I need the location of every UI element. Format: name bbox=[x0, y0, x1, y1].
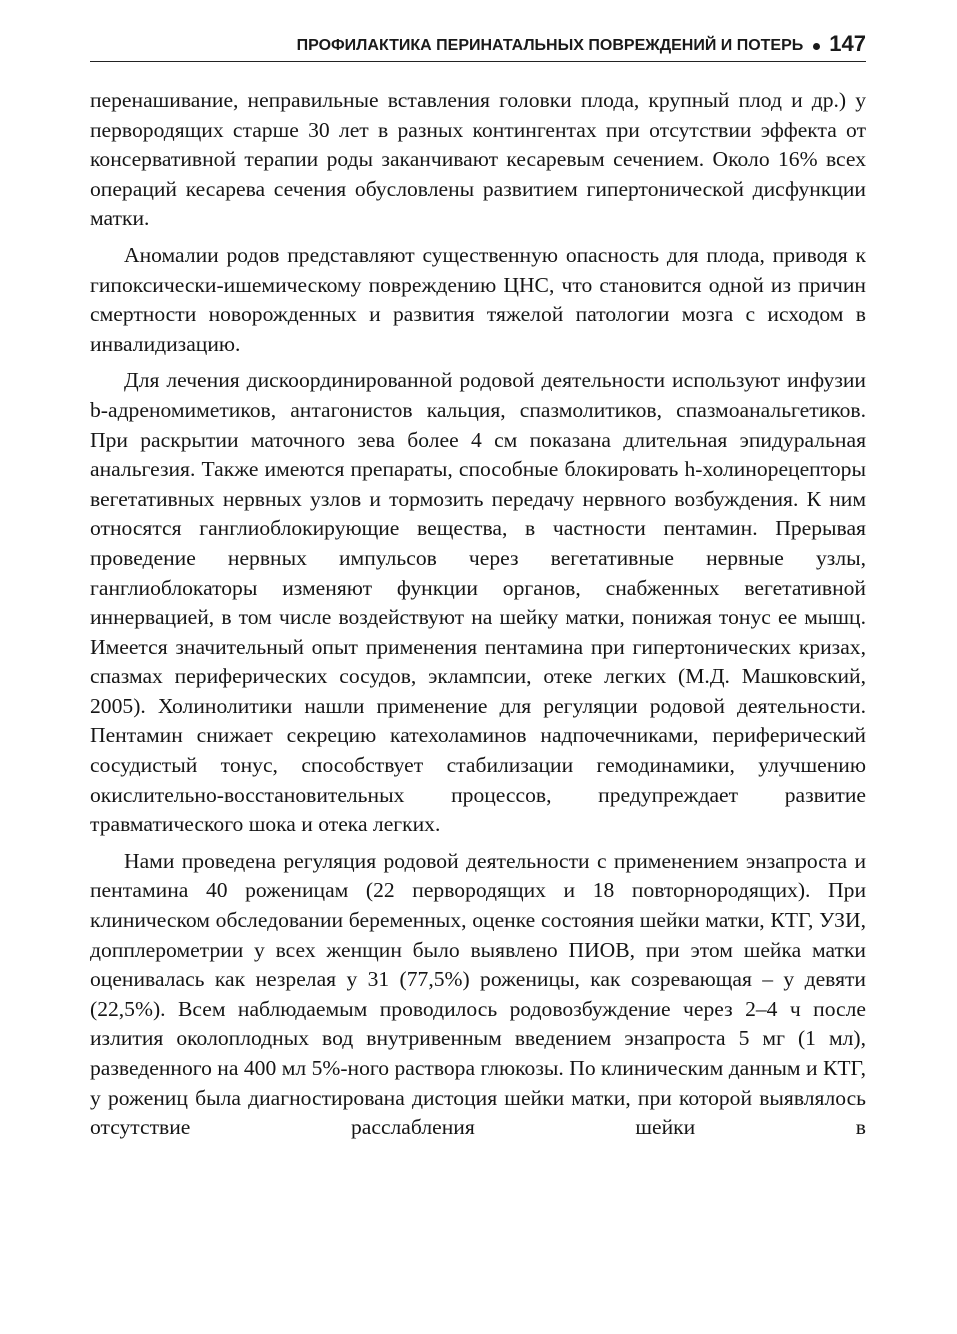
page-number: 147 bbox=[829, 31, 866, 56]
body-text bbox=[90, 86, 866, 1150]
running-header bbox=[90, 28, 866, 62]
paragraph-study: Нами проведена регуляция родовой деятельности с применением энзапроста и пентамина 40 роженицам (22 первородящих и 18 повторнородящих). При клиническом обследовании беременных, оценке состояния шейки матки, КТГ, УЗИ, допплерометрии у всех женщин было выявлено ПИОВ, при этом шейка матки оценивалась как незрелая у 31 (77,5%) роженицы, как созревающая – у девяти (22,5%). Всем наблюдаемым проводилось родовозбуждение через 2–4 ч после излития околоплодных вод внутривенным введением энзапроста 5 мг (1 мл), разведенного на 400 мл 5%-ного раствора глюкозы. По клиническим данным и КТГ, у рожениц была диагностирована дистоция шейки матки, при которой выявлялось отсутствие расслабления шейки в bbox=[90, 848, 866, 1140]
paragraph-treatment: Для лечения дискоординированной родовой деятельности используют инфузии b-адреномиметиков, антагонистов кальция, спазмолитиков, спазмоанальгетиков. При раскрытии маточного зева более 4 см показана длительная эпидуральная анальгезия. Также имеются препараты, способные блокировать h-холинорецепторы вегетативных нервных узлов и тормозить передачу нервного возбуждения. К ним относятся ганглиоблокирующие вещества, в частности пентамин. Прерывая проведение нервных импульсов через вегетативные нервные узлы, ганглиоблокаторы изменяют функции органов, снабженных вегетативной иннервацией, в том числе воздействуют на шейку матки, понижая тонус ее мышц. Имеется значительный опыт применения пентамина при гипертонических кризах, спазмах периферических сосудов, эклампсии, отеке легких (М.Д. Машковский, 2005). Холинолитики нашли применение для регуляции родовой деятельности. Пентамин снижает секрецию катехоламинов надпочечниками, периферический сосудистый тонус, способствует стабилизации гемодинамики, улучшению окислительно-восстановительных процессов, предупреждает развитие травматического шока и отека легких. bbox=[90, 368, 866, 837]
bullet-separator-icon bbox=[813, 43, 820, 50]
paragraph-anomalies: Аномалии родов представляют существенную опасность для плода, приводя к гипоксически-ишемическому повреждению ЦНС, что становится одной из причин смертности новорожденных и развития тяжелой патологии мозга с исходом в инвалидизацию. bbox=[90, 242, 866, 356]
running-header-title: ПРОФИЛАКТИКА ПЕРИНАТАЛЬНЫХ ПОВРЕЖДЕНИЙ И ПОТЕРЬ bbox=[296, 37, 804, 54]
paragraph-continuation: перенашивание, неправильные вставления головки плода, крупный плод и др.) у первородящих старше 30 лет в разных контингентах при отсутствии эффекта от консервативной терапии роды заканчивают кесаревым сечением. Около 16% всех операций кесарева сечения обусловлены развитием гипертонической дисфункции матки. bbox=[90, 88, 866, 231]
